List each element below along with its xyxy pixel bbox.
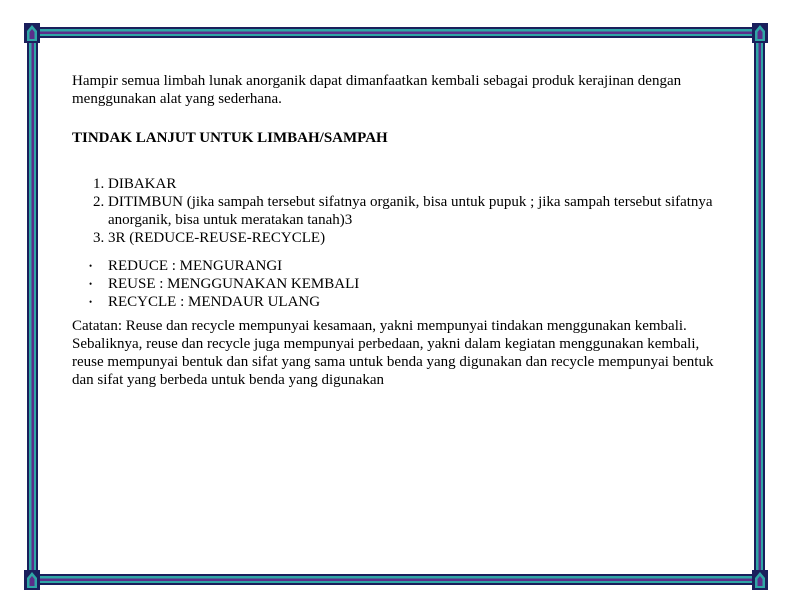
frame-right-bar	[754, 32, 765, 580]
frame-bottom-bar	[32, 574, 760, 585]
section-heading: TINDAK LANJUT UNTUK LIMBAH/SAMPAH	[72, 130, 388, 146]
intro-paragraph: Hampir semua limbah lunak anorganik dapat dimanfaatkan kembali sebagai produk kerajinan dengan menggunakan alat yang sederhana.	[72, 73, 682, 107]
frame-corner-ornament-bottom-right	[752, 570, 768, 590]
bullet-icon: •	[89, 279, 93, 289]
bullet-item-text: RECYCLE : MENDAUR ULANG	[108, 294, 321, 310]
list-item: 2. DITIMBUN (jika sampah tersebut sifatnya organik, bisa untuk pupuk ; jika sampah tersebut sifatnya anorganik, bisa untuk meratakan tanah)3	[108, 193, 732, 229]
bullet-item-text: REUSE : MENGGUNAKAN KEMBALI	[108, 276, 360, 292]
list-item: 3. 3R (REDUCE-REUSE-RECYCLE)	[108, 229, 732, 247]
slide-content	[72, 72, 732, 389]
frame-corner-ornament-top-left	[24, 23, 40, 43]
frame-corner-ornament-bottom-left	[24, 570, 40, 590]
numbered-list	[72, 175, 732, 247]
bullet-item	[89, 275, 732, 293]
frame-left-bar	[27, 32, 38, 580]
list-item: 1. DIBAKAR	[108, 175, 732, 193]
note-paragraph: Catatan: Reuse dan recycle mempunyai kesamaan, yakni mempunyai tindakan menggunakan kembali. Sebaliknya, reuse dan recycle juga mempunyai perbedaan, yakni dalam kegiatan menggunakan kembali, reuse mempunyai bentuk dan sifat yang sama untuk benda yang digunakan dan recycle mempunyai bentuk dan sifat yang berbeda untuk benda yang digunakan	[72, 318, 714, 388]
bullet-item	[89, 293, 732, 311]
bullet-icon: •	[89, 261, 93, 271]
bullet-item-text: REDUCE : MENGURANGI	[108, 258, 283, 274]
bullet-list	[72, 257, 732, 311]
bullet-item	[89, 257, 732, 275]
frame-top-bar	[32, 27, 760, 38]
frame-corner-ornament-top-right	[752, 23, 768, 43]
bullet-icon: •	[89, 297, 93, 307]
